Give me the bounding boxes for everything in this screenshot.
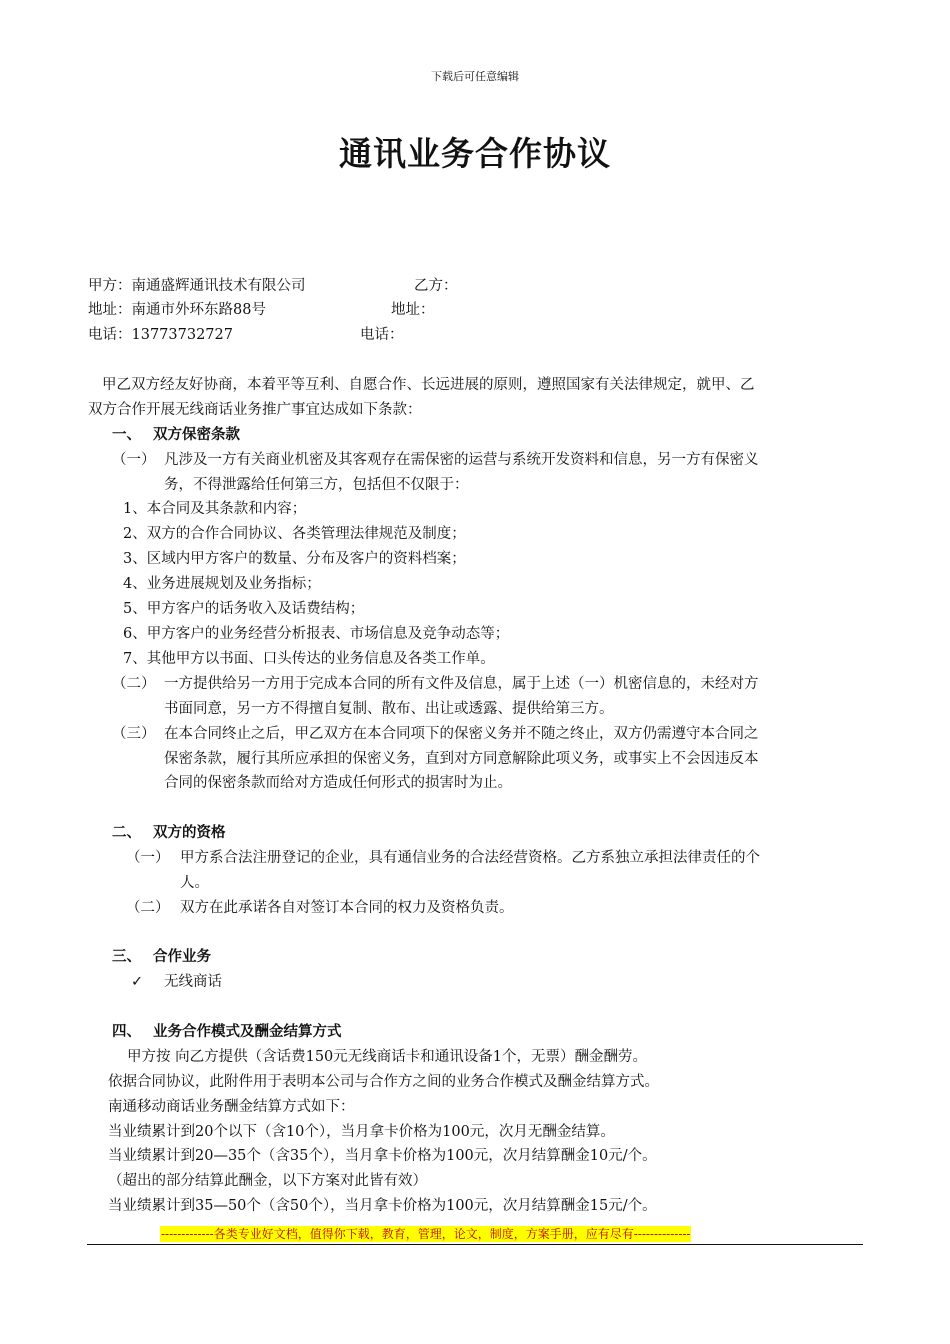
s4-line-2: 依据合同协议，此附件用于表明本公司与合作方之间的业务合作模式及酬金结算方式。 bbox=[108, 1074, 659, 1090]
party-b: 乙方： bbox=[414, 278, 458, 294]
s1-item-7: 7、其他甲方以书面、口头传达的业务信息及各类工作单。 bbox=[123, 651, 495, 667]
s1-item-1: 1、本合同及其条款和内容； bbox=[123, 501, 307, 517]
s4-line-6: （超出的部分结算此酬金，以下方案对此皆有效） bbox=[108, 1173, 427, 1189]
s2-p1-line-1: 甲方系合法注册登记的企业，具有通信业务的合法经营资格。乙方系独立承担法律责任的个 bbox=[180, 850, 760, 866]
s1-p3-label: （三） bbox=[112, 726, 156, 742]
footer-banner: -------------各类专业好文档，值得你下载，教育，管理，论文，制度，方案手册，应有尽有-------------- bbox=[161, 1227, 691, 1241]
s2-p2-line-1: 双方在此承诺各自对签订本合同的权力及资格负责。 bbox=[180, 900, 514, 916]
s2-p1-label: （一） bbox=[126, 850, 170, 866]
section-2-title: 双方的资格 bbox=[153, 824, 226, 841]
phone-b: 电话： bbox=[360, 327, 404, 343]
s4-line-7: 当业绩累计到35—50个（含50个），当月拿卡价格为100元，次月结算酬金15元/个。 bbox=[108, 1198, 657, 1214]
phone-a: 电话：13773732727 bbox=[88, 327, 233, 343]
section-2-number: 二、 bbox=[112, 824, 141, 841]
s1-item-2: 2、双方的合作合同协议、各类管理法律规范及制度； bbox=[123, 526, 466, 542]
s1-item-5: 5、甲方客户的话务收入及话费结构； bbox=[123, 601, 365, 617]
footer-divider bbox=[87, 1244, 863, 1245]
s1-p2-line-1: 一方提供给另一方用于完成本合同的所有文件及信息，属于上述（一）机密信息的，未经对方 bbox=[164, 676, 759, 692]
s1-item-3: 3、区域内甲方客户的数量、分布及客户的资料档案； bbox=[123, 551, 466, 567]
party-a: 甲方：南通盛辉通讯技术有限公司 bbox=[88, 278, 306, 294]
s1-p1-label: （一） bbox=[112, 452, 156, 468]
section-1-title: 双方保密条款 bbox=[153, 426, 240, 443]
check-icon: ✓ bbox=[131, 974, 144, 990]
s1-p1-line-1: 凡涉及一方有关商业机密及其客观存在需保密的运营与系统开发资料和信息，另一方有保密义 bbox=[164, 452, 759, 468]
s2-p2-label: （二） bbox=[126, 900, 170, 916]
section-3-number: 三、 bbox=[112, 948, 141, 965]
intro-line-1: 甲乙双方经友好协商，本着平等互利、自愿合作、长远进展的原则，遵照国家有关法律规定，就甲、乙 bbox=[102, 377, 755, 393]
s1-p2-line-2: 书面同意，另一方不得擅自复制、散布、出让或透露、提供给第三方。 bbox=[164, 701, 614, 717]
page-header: 下载后可任意编辑 bbox=[431, 70, 519, 83]
document-title: 通讯业务合作协议 bbox=[339, 134, 611, 173]
s1-p1-line-2: 务，不得泄露给任何第三方，包括但不仅限于： bbox=[164, 477, 469, 493]
s3-item: 无线商话 bbox=[164, 974, 222, 990]
s4-line-1: 甲方按 向乙方提供（含话费150元无线商话卡和通讯设备1个，无票）酬金酬劳。 bbox=[127, 1049, 648, 1065]
s4-line-4: 当业绩累计到20个以下（含10个），当月拿卡价格为100元，次月无酬金结算。 bbox=[108, 1124, 615, 1140]
s1-p3-line-2: 保密条款，履行其所应承担的保密义务，直到对方同意解除此项义务，或事实上不会因违反本 bbox=[164, 751, 759, 767]
s1-p3-line-3: 合同的保密条款而给对方造成任何形式的损害时为止。 bbox=[164, 775, 512, 791]
s4-line-5: 当业绩累计到20—35个（含35个），当月拿卡价格为100元，次月结算酬金10元/个。 bbox=[108, 1148, 657, 1164]
address-a: 地址：南通市外环东路88号 bbox=[88, 302, 266, 318]
s1-p2-label: （二） bbox=[112, 676, 156, 692]
section-4-title: 业务合作模式及酬金结算方式 bbox=[153, 1023, 342, 1040]
intro-line-2: 双方合作开展无线商话业务推广事宜达成如下条款： bbox=[88, 402, 422, 418]
section-3-title: 合作业务 bbox=[153, 948, 211, 965]
s1-item-6: 6、甲方客户的业务经营分析报表、市场信息及竞争动态等； bbox=[123, 626, 510, 642]
section-4-number: 四、 bbox=[112, 1023, 141, 1040]
s1-p3-line-1: 在本合同终止之后，甲乙双方在本合同项下的保密义务并不随之终止，双方仍需遵守本合同之 bbox=[164, 726, 759, 742]
s2-p1-line-2: 人。 bbox=[180, 875, 209, 891]
address-b: 地址： bbox=[391, 302, 435, 318]
s1-item-4: 4、业务进展规划及业务指标； bbox=[123, 576, 321, 592]
section-1-number: 一、 bbox=[112, 426, 141, 443]
s4-line-3: 南通移动商话业务酬金结算方式如下： bbox=[108, 1099, 355, 1115]
